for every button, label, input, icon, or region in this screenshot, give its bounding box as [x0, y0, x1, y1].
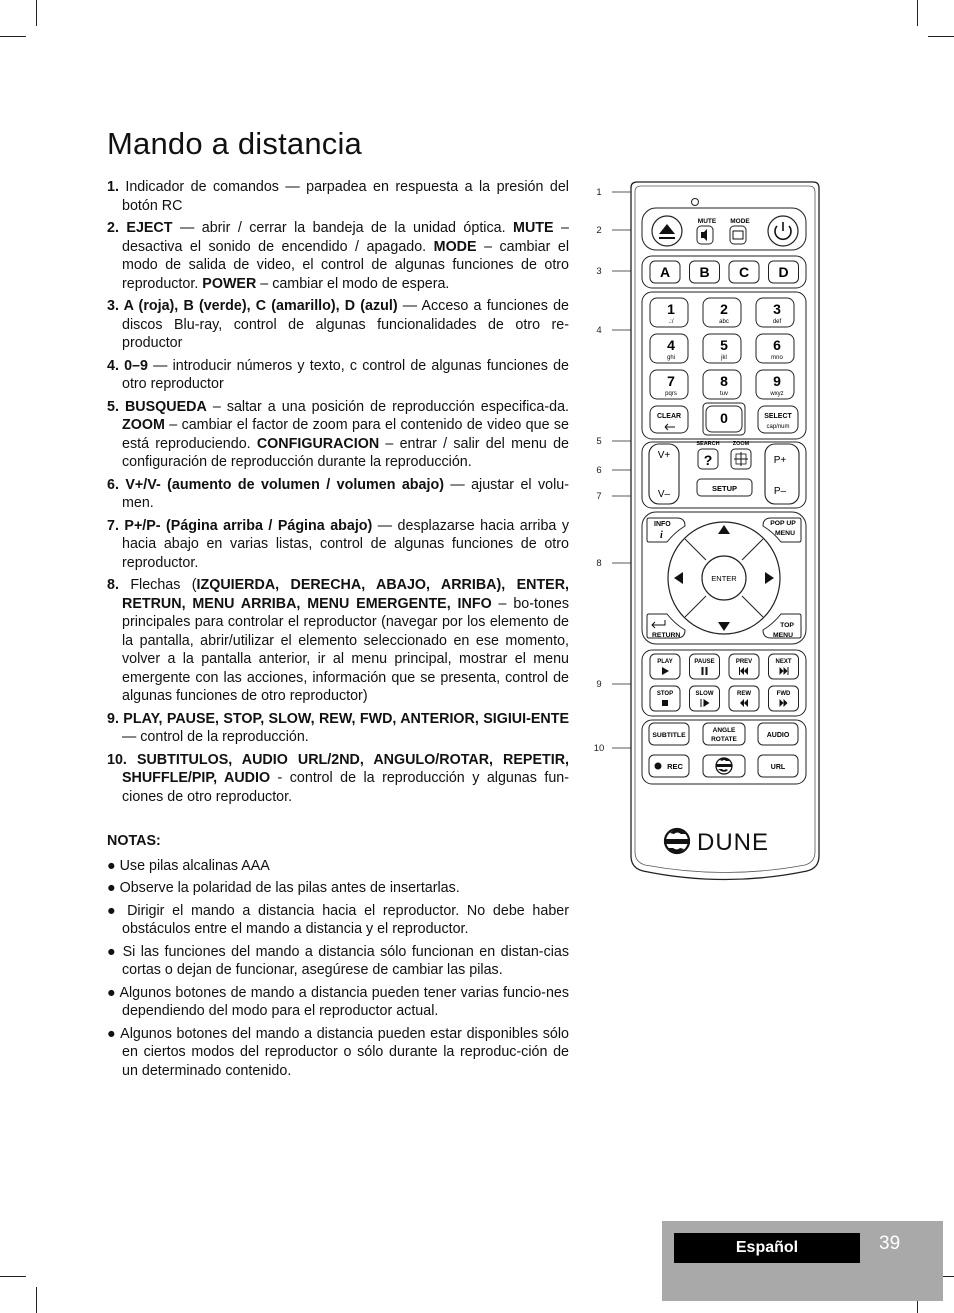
svg-text:ROTATE: ROTATE [711, 736, 737, 743]
transport-label: SLOW [695, 691, 714, 697]
digit-letters: jkl [721, 355, 727, 361]
mode-button[interactable] [730, 226, 746, 244]
item-bold-text: PLAY, PAUSE, STOP, SLOW, REW, FWD, ANTERIOR, SIGIUI-ENTE [123, 710, 569, 727]
transport-label: REW [737, 691, 751, 697]
item-bold-text: IZQUIERDA, DERECHA, ABAJO, ARRIBA), ENTER, RETRUN, MENU ARRIBA, MENU EMERGENTE, INFO [122, 577, 570, 612]
item-bold-text: SUBTITULOS, AUDIO URL/2ND, ANGULO/ROTAR, REPETIR, SHUFFLE/PIP, AUDIO [122, 751, 569, 786]
digit-button-7[interactable] [650, 370, 688, 399]
digit-letters: mno [771, 355, 783, 361]
digit-label: 9 [773, 373, 781, 389]
item-bold-text: POWER [202, 275, 257, 292]
transport-label: STOP [656, 691, 674, 697]
clear-label: CLEAR [656, 413, 682, 420]
digit-button-3[interactable] [756, 298, 794, 327]
description-item [107, 517, 569, 573]
digit-letters: .:/ [668, 319, 674, 325]
svg-text:DUNE: DUNE [697, 829, 770, 856]
note-item: ● Dirigir el mando a distancia hacia el reproductor. No debe haber obstáculos entre el mando a distancia y el reproductor. [107, 902, 569, 937]
dune-brand-logo [664, 829, 769, 856]
svg-text:?: ? [703, 452, 713, 468]
next-button[interactable] [769, 654, 799, 679]
callout-number: 6 [596, 465, 602, 476]
digit-label: 4 [667, 337, 675, 353]
svg-text:V+: V+ [657, 450, 671, 461]
item-bold-text: CONFIGURACION [256, 435, 380, 452]
digit-button-6[interactable] [756, 334, 794, 363]
svg-text:ZOOM: ZOOM [732, 441, 750, 447]
svg-text:ENTER: ENTER [711, 574, 737, 583]
item-text: – entrar / salir del menu de configuración de reproducción durante la reproducción. [122, 435, 569, 470]
select-sublabel: cap/num [766, 424, 790, 430]
svg-text:MODE: MODE [730, 218, 750, 225]
item-text: — desplazarse hacia arriba y hacia abajo en varias listas, control de algunas funciones de otro reproductor. [122, 517, 569, 571]
crop-mark [928, 36, 954, 37]
callout-number: 2 [596, 225, 602, 236]
transport-label: PLAY [657, 659, 673, 665]
item-text: – bo-tones principales para controlar el reproductor (navegar por los elemento de la pantalla, abrir/utilizar el elemento seleccionado en ese momento, volver a la pantalla anterior, ir al menu principal, mostrar el menu emergente con las acciones, información que se presenta, control de algunas funciones de otro reproductor) [122, 595, 569, 704]
callout-number: 10 [593, 743, 605, 754]
item-number: 10. [107, 751, 137, 768]
digit-label: 5 [720, 337, 728, 353]
crop-mark [917, 0, 918, 26]
digit-label: 3 [773, 301, 781, 317]
item-text: — ajustar el volu-men. [122, 476, 569, 511]
item-number: 9. [107, 710, 124, 727]
item-text: — control de la reproducción. [122, 729, 309, 745]
svg-text:P+: P+ [773, 455, 787, 466]
search-button[interactable] [698, 449, 718, 469]
item-text: — abrir / cerrar la bandeja de la unidad óptica. [172, 220, 514, 236]
description-item [107, 398, 569, 472]
note-item: ● Si las funciones del mando a distancia sólo funcionan en distan-cias cortas o dejan de funcionar, asegúrese de cambiar las pilas. [107, 943, 569, 978]
color-button-d[interactable] [769, 261, 799, 283]
description-column [107, 178, 569, 1084]
description-item [107, 178, 569, 215]
callout-number: 9 [596, 679, 602, 690]
svg-text:MENU: MENU [774, 530, 796, 537]
remote-illustration [585, 176, 830, 888]
play-button[interactable] [650, 654, 680, 679]
digit-button-0[interactable] [703, 403, 745, 435]
description-item [107, 297, 569, 353]
transport-label: PREV [735, 659, 753, 665]
fwd-button[interactable] [769, 686, 799, 711]
item-bold-text: 0–9 [124, 357, 148, 374]
svg-text:V–: V– [657, 489, 671, 500]
digit-button-1[interactable] [650, 298, 688, 327]
page-number: 39 [879, 1233, 901, 1254]
record-icon [655, 763, 662, 770]
crop-mark [36, 1287, 37, 1313]
clear-button[interactable] [650, 406, 688, 433]
mute-button[interactable] [697, 226, 713, 244]
callout-number: 8 [596, 558, 602, 569]
item-text: Flechas ( [130, 577, 197, 593]
crop-mark [0, 1276, 26, 1277]
digit-button-9[interactable] [756, 370, 794, 399]
digit-label: 0 [720, 410, 728, 426]
callout-number: 5 [596, 436, 602, 447]
item-number: 6. [107, 476, 126, 493]
callout-number: 1 [596, 187, 602, 198]
digit-label: 2 [720, 301, 728, 317]
digit-button-2[interactable] [703, 298, 741, 327]
item-number: 5. [107, 398, 125, 415]
svg-text:SUBTITLE: SUBTITLE [652, 732, 686, 739]
language-tab: Español [674, 1233, 860, 1263]
rew-button[interactable] [729, 686, 759, 711]
callout-number: 7 [596, 491, 602, 502]
item-text: — Acceso a funciones de discos Blu-ray, control de algunas funcionalidades de otro re-productor [122, 298, 569, 351]
stop-icon [662, 700, 668, 706]
svg-text:REC: REC [667, 762, 683, 771]
item-text: – saltar a una posición de reproducción especifica-da. [206, 398, 569, 415]
digit-letters: pqrs [665, 391, 677, 397]
item-text: – cambiar el modo de salida de video, el control de algunas funciones de otro reproductor. [122, 238, 569, 292]
digit-button-4[interactable] [650, 334, 688, 363]
zoom-button[interactable] [731, 449, 751, 469]
transport-label: FWD [776, 691, 791, 697]
svg-text:POP UP: POP UP [770, 520, 796, 527]
item-number: 3. [107, 298, 124, 314]
digit-button-8[interactable] [703, 370, 741, 399]
svg-text:URL: URL [770, 764, 786, 771]
description-item [107, 751, 569, 807]
description-item [107, 476, 569, 513]
note-item: ● Algunos botones del mando a distancia pueden estar disponibles sólo en ciertos modos del reproductor o sólo durante la reproduc-ción de un determinado contenido. [107, 1025, 569, 1079]
dune-logo-icon [716, 758, 732, 774]
digit-label: 8 [720, 373, 728, 389]
item-bold-text: EJECT [126, 220, 173, 236]
digit-letters: wxyz [770, 391, 784, 397]
info-icon: i [660, 530, 663, 541]
digit-label: 6 [773, 337, 781, 353]
item-number: 7. [107, 517, 125, 534]
note-item: ● Observe la polaridad de las pilas antes de insertarlas. [107, 880, 460, 896]
item-bold-text: V+/V- (aumento de volumen / volumen abajo) [125, 476, 444, 493]
item-number: 2. [107, 220, 127, 236]
crop-mark [36, 0, 37, 26]
svg-text:SETUP: SETUP [711, 484, 738, 493]
crop-mark [0, 36, 26, 37]
description-item [107, 710, 569, 747]
item-number: 1. [107, 179, 126, 195]
notes-title: NOTAS: [107, 833, 161, 849]
slow-button[interactable] [690, 686, 720, 711]
item-text: – desactiva el sonido de encendido / apagado. [122, 220, 569, 255]
eject-button[interactable] [652, 216, 682, 246]
item-text: — introducir números y texto, c control de algunas funciones de otro reproductor [122, 357, 569, 392]
digit-letters: def [772, 319, 782, 325]
color-button-label: C [738, 264, 750, 280]
prev-button[interactable] [729, 654, 759, 679]
svg-text:MUTE: MUTE [697, 218, 717, 225]
color-button-a[interactable] [650, 261, 680, 283]
item-text: – cambiar el modo de espera. [256, 275, 450, 292]
svg-text:INFO: INFO [654, 521, 671, 528]
description-item [107, 219, 569, 293]
stop-button[interactable] [650, 686, 680, 711]
item-bold-text: MUTE [513, 220, 554, 236]
notes-list [107, 857, 569, 1081]
item-text: – cambiar el factor de zoom para el contenido de video que se está reproduciendo. [122, 417, 569, 452]
description-item [107, 576, 569, 706]
color-button-label: D [778, 264, 789, 280]
digit-letters: tuv [719, 391, 729, 397]
page-title: Mando a distancia [107, 126, 363, 161]
digit-label: 7 [667, 373, 675, 389]
power-button[interactable] [768, 216, 798, 246]
item-text: - control de la reproducción y algunas fun-ciones de otro reproductor. [122, 770, 570, 805]
item-text: Indicador de comandos — parpadea en respuesta a la presión del botón RC [122, 179, 569, 214]
color-button-label: A [659, 264, 671, 280]
item-bold-text: MODE [433, 238, 477, 255]
transport-label: PAUSE [694, 659, 715, 665]
callout-number: 3 [596, 266, 602, 277]
item-number: 8. [107, 577, 131, 593]
digit-letters: abc [719, 319, 729, 325]
item-bold-text: P+/P- (Página arriba / Página abajo) [124, 517, 373, 534]
color-button-b[interactable] [690, 261, 720, 283]
callout-number: 4 [596, 325, 602, 336]
svg-text:AUDIO: AUDIO [766, 732, 790, 739]
color-button-label: B [699, 264, 710, 280]
description-item [107, 357, 569, 394]
svg-text:SEARCH: SEARCH [696, 441, 720, 447]
svg-text:TOP: TOP [780, 622, 794, 629]
note-item: ● Algunos botones de mando a distancia pueden tener varias funcio-nes dependiendo del modo para el reproductor actual. [107, 984, 569, 1019]
item-bold-text: ZOOM [122, 417, 165, 433]
svg-text:RETURN: RETURN [652, 632, 681, 639]
item-number: 4. [107, 357, 125, 374]
color-button-c[interactable] [729, 261, 759, 283]
svg-text:MENU: MENU [772, 632, 794, 639]
svg-text:ANGLE: ANGLE [712, 727, 736, 734]
transport-label: NEXT [775, 659, 792, 665]
pause-button[interactable] [690, 654, 720, 679]
item-list [107, 178, 569, 806]
digit-label: 1 [667, 301, 675, 317]
svg-text:P–: P– [773, 486, 787, 497]
select-button[interactable] [758, 406, 798, 433]
select-label: SELECT [764, 413, 792, 420]
note-item: ● Use pilas alcalinas AAA [107, 857, 270, 874]
digit-button-5[interactable] [703, 334, 741, 363]
item-bold-text: A (roja), B (verde), C (amarillo), D (azul) [123, 298, 398, 314]
digit-letters: ghi [666, 355, 676, 361]
item-bold-text: BUSQUEDA [124, 398, 207, 415]
